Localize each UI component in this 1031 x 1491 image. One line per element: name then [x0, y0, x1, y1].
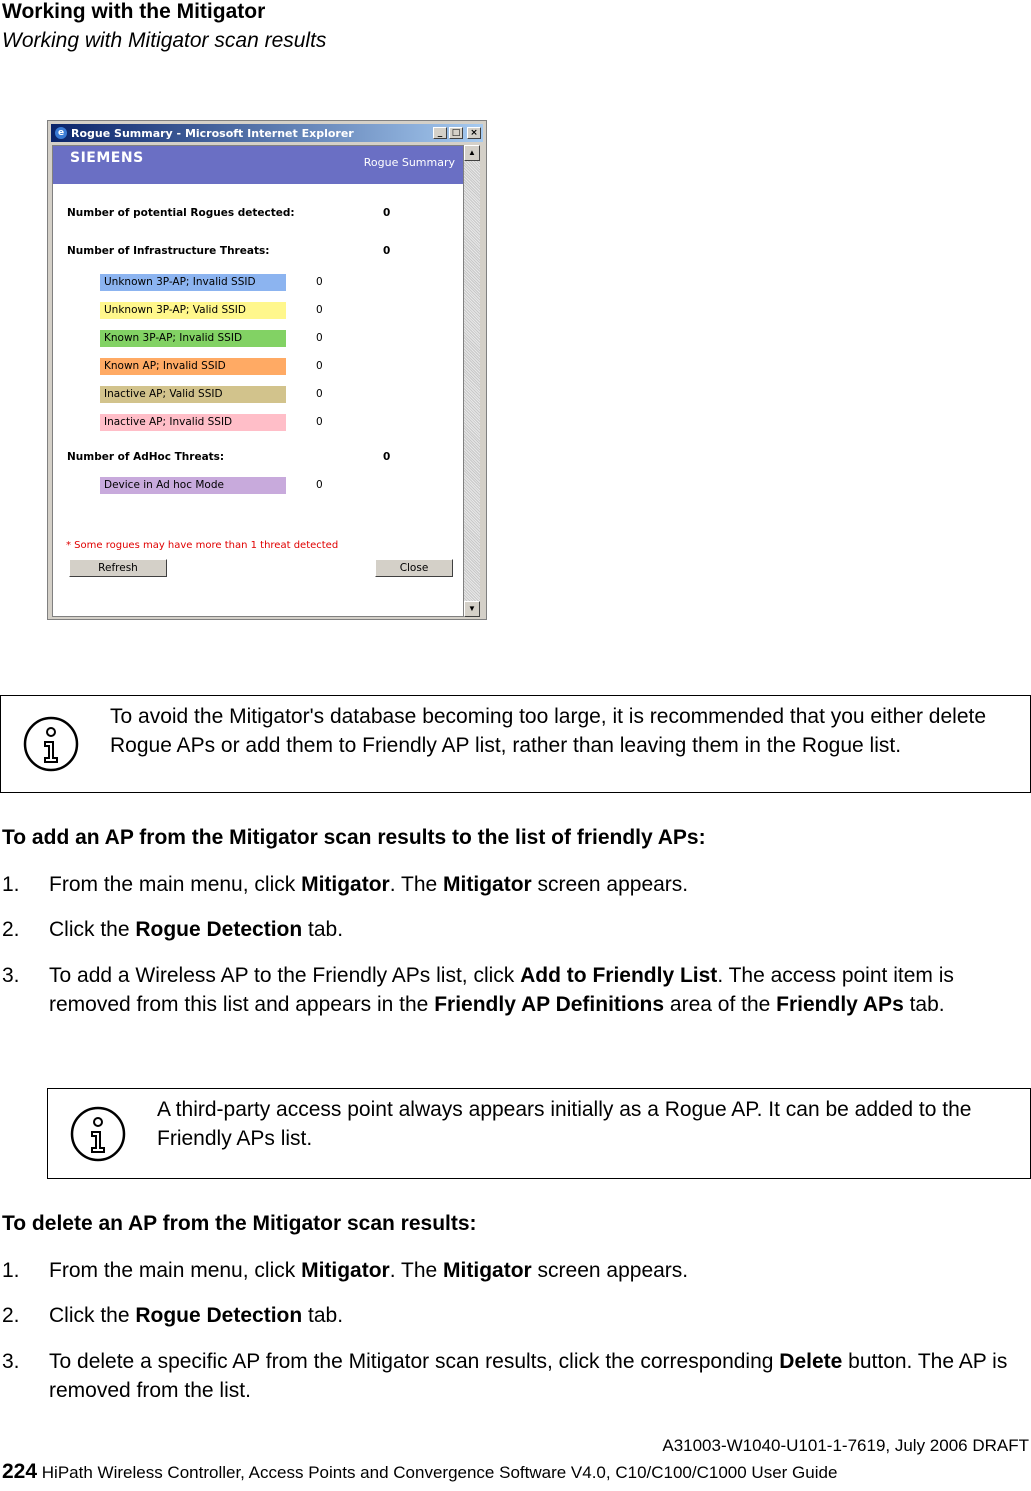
category-count: 0: [316, 304, 323, 316]
category-label: Known 3P-AP; Invalid SSID: [100, 330, 286, 347]
scroll-up-icon[interactable]: ▲: [464, 145, 480, 161]
step-number: 2.: [2, 918, 20, 941]
page-name: Rogue Summary: [363, 156, 455, 169]
step-text: To delete a specific AP from the Mitigator scan results, click the corresponding Delete button. The AP is removed from the list.: [49, 1350, 1008, 1402]
step-number: 2.: [2, 1304, 20, 1327]
category-count: 0: [316, 360, 323, 372]
category-label: Known AP; Invalid SSID: [100, 358, 286, 375]
refresh-button[interactable]: Refresh: [69, 559, 167, 577]
rogue-summary-page: [52, 145, 464, 617]
maximize-icon[interactable]: □: [449, 127, 463, 139]
step-number: 1.: [2, 873, 20, 896]
category-adhoc-device-count: 0: [316, 479, 323, 491]
note-text: To avoid the Mitigator's database becoming too large, it is recommended that you either delete Rogue APs or add them to Friendly AP list, rather than leaving them in the Rogue list.: [110, 705, 987, 757]
procedure-heading-add: To add an AP from the Mitigator scan results to the list of friendly APs:: [2, 826, 706, 849]
section-subtitle: Working with Mitigator scan results: [2, 29, 327, 52]
category-label: Inactive AP; Invalid SSID: [100, 414, 286, 431]
note-text: A third-party access point always appears initially as a Rogue AP. It can be added to the Friendly APs list.: [157, 1098, 972, 1150]
adhoc-threats-count: 0: [383, 451, 391, 463]
brand-logo: SIEMENS: [70, 150, 144, 166]
category-label: Inactive AP; Valid SSID: [100, 386, 286, 403]
guide-title: HiPath Wireless Controller, Access Points and Convergence Software V4.0, C10/C100/C1000 User Guide: [41, 1463, 838, 1482]
window-titlebar: [51, 124, 483, 142]
vertical-scrollbar[interactable]: [464, 145, 480, 617]
rogues-detected-label: Number of potential Rogues detected:: [67, 207, 295, 219]
category-adhoc-device: Device in Ad hoc Mode: [100, 477, 286, 494]
step-text: From the main menu, click Mitigator. The Mitigator screen appears.: [49, 1259, 689, 1282]
step-text: From the main menu, click Mitigator. The Mitigator screen appears.: [49, 873, 689, 896]
category-label: Unknown 3P-AP; Valid SSID: [100, 302, 286, 319]
step-number: 3.: [2, 1350, 20, 1373]
info-note-icon: [21, 714, 81, 774]
step-text: Click the Rogue Detection tab.: [49, 918, 344, 941]
category-count: 0: [316, 416, 323, 428]
step-text: To add a Wireless AP to the Friendly APs list, click Add to Friendly List. The access point item is removed from this list and appears in the Friendly AP Definitions area of the Friendly APs tab.: [49, 964, 954, 1016]
category-count: 0: [316, 388, 323, 400]
chapter-title: Working with the Mitigator: [2, 0, 266, 23]
adhoc-threats-label: Number of AdHoc Threats:: [67, 451, 225, 463]
step-text: Click the Rogue Detection tab.: [49, 1304, 344, 1327]
category-count: 0: [316, 276, 323, 288]
infrastructure-threats-label: Number of Infrastructure Threats:: [67, 245, 270, 257]
threat-footnote: * Some rogues may have more than 1 threat detected: [66, 540, 339, 551]
page-banner: [53, 146, 463, 184]
window-title: Rogue Summary - Microsoft Internet Explorer: [71, 126, 354, 140]
browser-window-screenshot: [47, 120, 487, 620]
note-box-third-party: [47, 1088, 1031, 1179]
minimize-icon[interactable]: _: [433, 127, 447, 139]
category-label: Unknown 3P-AP; Invalid SSID: [100, 274, 286, 291]
procedure-heading-delete: To delete an AP from the Mitigator scan results:: [2, 1212, 477, 1235]
close-button[interactable]: Close: [375, 559, 453, 577]
info-note-icon: [68, 1104, 128, 1164]
step-number: 1.: [2, 1259, 20, 1282]
page-number: 224: [2, 1460, 38, 1483]
scroll-down-icon[interactable]: ▼: [464, 601, 480, 617]
infrastructure-threats-count: 0: [383, 245, 391, 257]
step-number: 3.: [2, 964, 20, 987]
note-box-database-size: [0, 695, 1031, 793]
internet-explorer-icon: e: [55, 127, 67, 139]
category-count: 0: [316, 332, 323, 344]
page-footer: [2, 1460, 837, 1484]
rogues-detected-count: 0: [383, 207, 391, 219]
close-icon[interactable]: ×: [467, 127, 481, 139]
document-reference: A31003-W1040-U101-1-7619, July 2006 DRAFT: [662, 1436, 1029, 1455]
